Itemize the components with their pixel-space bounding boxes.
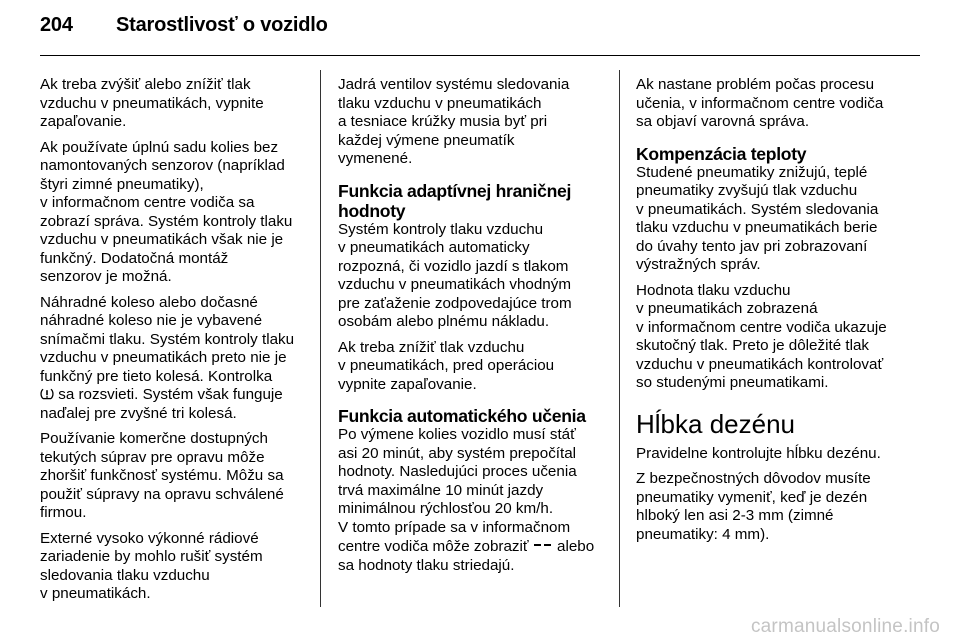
paragraph: Ak treba zvýšiť alebo znížiť tlak vzduchu v pneumatikách, vypnite zapaľovanie. <box>40 76 264 130</box>
paragraph: Ak používate úplnú sadu kolies bez namontovaných senzorov (napríklad štyri zimné pneumatiky), v informačnom centre vodiča sa zobrazí správa. Systém kontroly tlaku vzduchu v pneumatikách však nie je funkčný. Dodatočná montáž senzorov je možná. <box>40 138 293 285</box>
watermark: carmanualsonline.info <box>750 616 940 637</box>
chapter-title: Starostlivosť o vozidlo <box>116 14 328 36</box>
double-dash-display-icon <box>533 537 553 547</box>
paragraph: Jadrá ventilov systému sledovania tlaku vzduchu v pneumatikách a tesniace krúžky musia byť pri každej výmene pneumatík vymenené. <box>338 76 570 167</box>
paragraph: Z bezpečnostných dôvodov musíte pneumatiky vymeniť, keď je dezén hlboký len asi 2-3 mm (zimné pneumatiky: 4 mm). <box>636 470 871 543</box>
paragraph: Hodnota tlaku vzduchu v pneumatikách zobrazená v informačnom centre vodiča ukazuje skutočný tlak. Preto je dôležité tlak vzduchu v pneumatikách kontrolovať so studenými pneumatikami. <box>636 281 887 391</box>
header-divider <box>40 55 920 56</box>
paragraph <box>40 294 316 424</box>
paragraph-text: sa rozsvieti. Systém však funguje naďalej pre zvyšné tri kolesá. <box>40 386 283 422</box>
text-column-3 <box>636 76 912 551</box>
tire-pressure-warning-icon <box>40 387 54 401</box>
section-heading: Funkcia automatického učenia <box>338 406 586 426</box>
text-column-1 <box>40 76 316 611</box>
text-column-2 <box>338 76 614 582</box>
paragraph-text: Náhradné koleso alebo dočasné náhradné koleso nie je vybavené snímačmi tlaku. Systém kontroly tlaku vzduchu v pneumatikách preto nie je funkčný pre tieto kolesá. Kontrolka <box>40 293 295 385</box>
paragraph: Externé vysoko výkonné rádiové zariadenie by mohlo rušiť systém sledovania tlaku vzduchu v pneumatikách. <box>40 529 263 602</box>
page-header <box>40 14 920 37</box>
major-heading: Hĺbka dezénu <box>636 408 795 439</box>
column-divider-1 <box>320 70 321 607</box>
paragraph: Systém kontroly tlaku vzduchu v pneumatikách automaticky rozpozná, či vozidlo jazdí s tlakom vzduchu v pneumatikách vhodným pre zaťaženie zodpovedajúce trom osobám alebo plnému nákladu. <box>338 220 572 330</box>
page-number: 204 <box>40 14 73 36</box>
paragraph-text: Po výmene kolies vozidlo musí stáť asi 20 minút, aby systém prepočítal hodnoty. Nasledujúci proces učenia trvá maximálne 10 minút jazdy minimálnou rýchlosťou 20 km/h. V tomto prípade sa v informačnom centre vodiča môže zobraziť <box>338 426 577 555</box>
paragraph: Ak nastane problém počas procesu učenia, v informačnom centre vodiča sa objaví varovná správa. <box>636 76 884 130</box>
paragraph <box>338 426 614 575</box>
paragraph: Pravidelne kontrolujte hĺbku dezénu. <box>636 444 881 462</box>
paragraph: Studené pneumatiky znižujú, teplé pneumatiky zvyšujú tlak vzduchu v pneumatikách. Systém sledovania tlaku vzduchu v pneumatikách berie do úvahy tento jav pri zobrazovaní výstražných správ. <box>636 163 879 273</box>
paragraph: Ak treba znížiť tlak vzduchu v pneumatikách, pred operáciou vypnite zapaľovanie. <box>338 338 555 393</box>
paragraph: Používanie komerčne dostupných tekutých súprav pre opravu môže zhoršiť funkčnosť systému. Môžu sa použiť súpravy na opravu schválené firmou. <box>40 430 284 521</box>
paragraph-text: alebo sa hodnoty tlaku striedajú. <box>338 538 595 574</box>
section-heading: Funkcia adaptívnej hraničnej hodnoty <box>338 180 572 221</box>
column-divider-2 <box>619 70 620 607</box>
section-heading: Kompenzácia teploty <box>636 143 807 164</box>
